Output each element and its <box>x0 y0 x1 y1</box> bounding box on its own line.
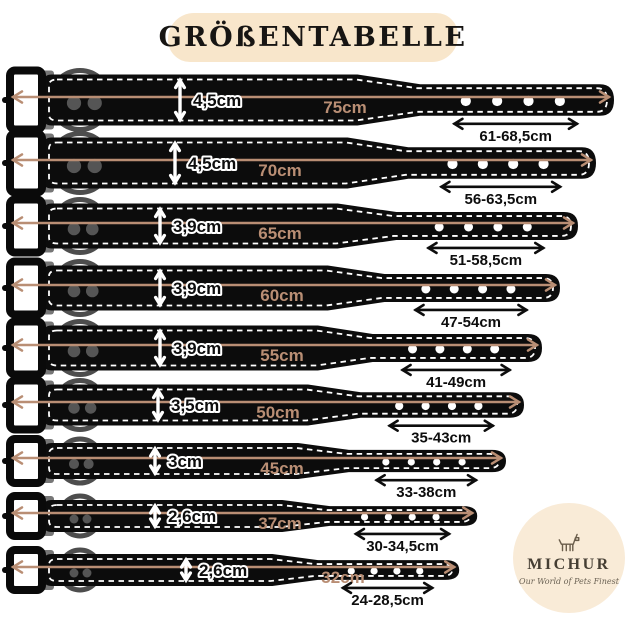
belt-hole <box>433 458 440 465</box>
rivet-icon <box>68 223 81 236</box>
belt-hole <box>408 458 415 465</box>
range-label: 51-58,5cm <box>449 251 523 269</box>
width-label: 3,5cm <box>171 396 220 415</box>
range-label: 24-28,5cm <box>351 591 424 609</box>
buckle-prong-icon <box>2 402 13 408</box>
rivet-icon <box>86 223 99 236</box>
rivet-icon <box>83 569 92 578</box>
buckle-icon <box>10 550 42 590</box>
width-label: 3cm <box>168 452 203 471</box>
belt-hole <box>416 567 423 574</box>
range-label: 33-38cm <box>396 484 457 502</box>
brand-name: MICHUR <box>527 556 611 573</box>
rivet-icon <box>70 569 79 578</box>
belt-hole <box>370 567 377 574</box>
rivet-icon <box>68 285 81 298</box>
length-label: 32cm <box>321 568 365 587</box>
length-label: 75cm <box>323 98 367 117</box>
width-label: 3,9cm <box>173 279 222 298</box>
width-label: 4,5cm <box>193 91 242 110</box>
width-label: 2,6cm <box>168 507 217 526</box>
buckle-prong-icon <box>2 513 13 519</box>
brand-logo <box>513 503 625 613</box>
range-label: 47-54cm <box>440 313 502 331</box>
range-label: 35-43cm <box>411 429 472 447</box>
buckle-prong-icon <box>2 458 13 464</box>
page-title: GRÖßENTABELLE <box>158 22 468 53</box>
length-label: 55cm <box>260 346 304 365</box>
width-label: 2,6cm <box>199 561 248 580</box>
length-label: 65cm <box>258 224 302 243</box>
belt-hole <box>393 567 400 574</box>
belt-hole <box>382 458 389 465</box>
belt-hole <box>459 458 466 465</box>
buckle-prong-icon <box>2 97 13 103</box>
length-label: 50cm <box>256 403 300 422</box>
width-label: 3,9cm <box>173 339 222 358</box>
buckle-prong-icon <box>2 345 13 351</box>
buckle-prong-icon <box>2 223 13 229</box>
range-label: 41-49cm <box>426 373 487 391</box>
rivet-icon <box>86 285 99 298</box>
length-label: 45cm <box>260 459 304 478</box>
length-label: 70cm <box>258 161 302 180</box>
range-label: 30-34,5cm <box>366 537 439 555</box>
brand-tagline: Our World of Pets Finest <box>519 577 619 586</box>
length-label: 60cm <box>260 286 304 305</box>
buckle-prong-icon <box>2 285 13 291</box>
dog-icon <box>556 530 582 554</box>
range-label: 56-63,5cm <box>464 190 538 208</box>
buckle-prong-icon <box>2 567 13 573</box>
width-label: 3,9cm <box>173 217 222 236</box>
range-label: 61-68,5cm <box>479 127 552 145</box>
length-label: 37cm <box>258 514 302 533</box>
buckle-prong-icon <box>2 160 13 166</box>
width-label: 4,5cm <box>188 154 237 173</box>
